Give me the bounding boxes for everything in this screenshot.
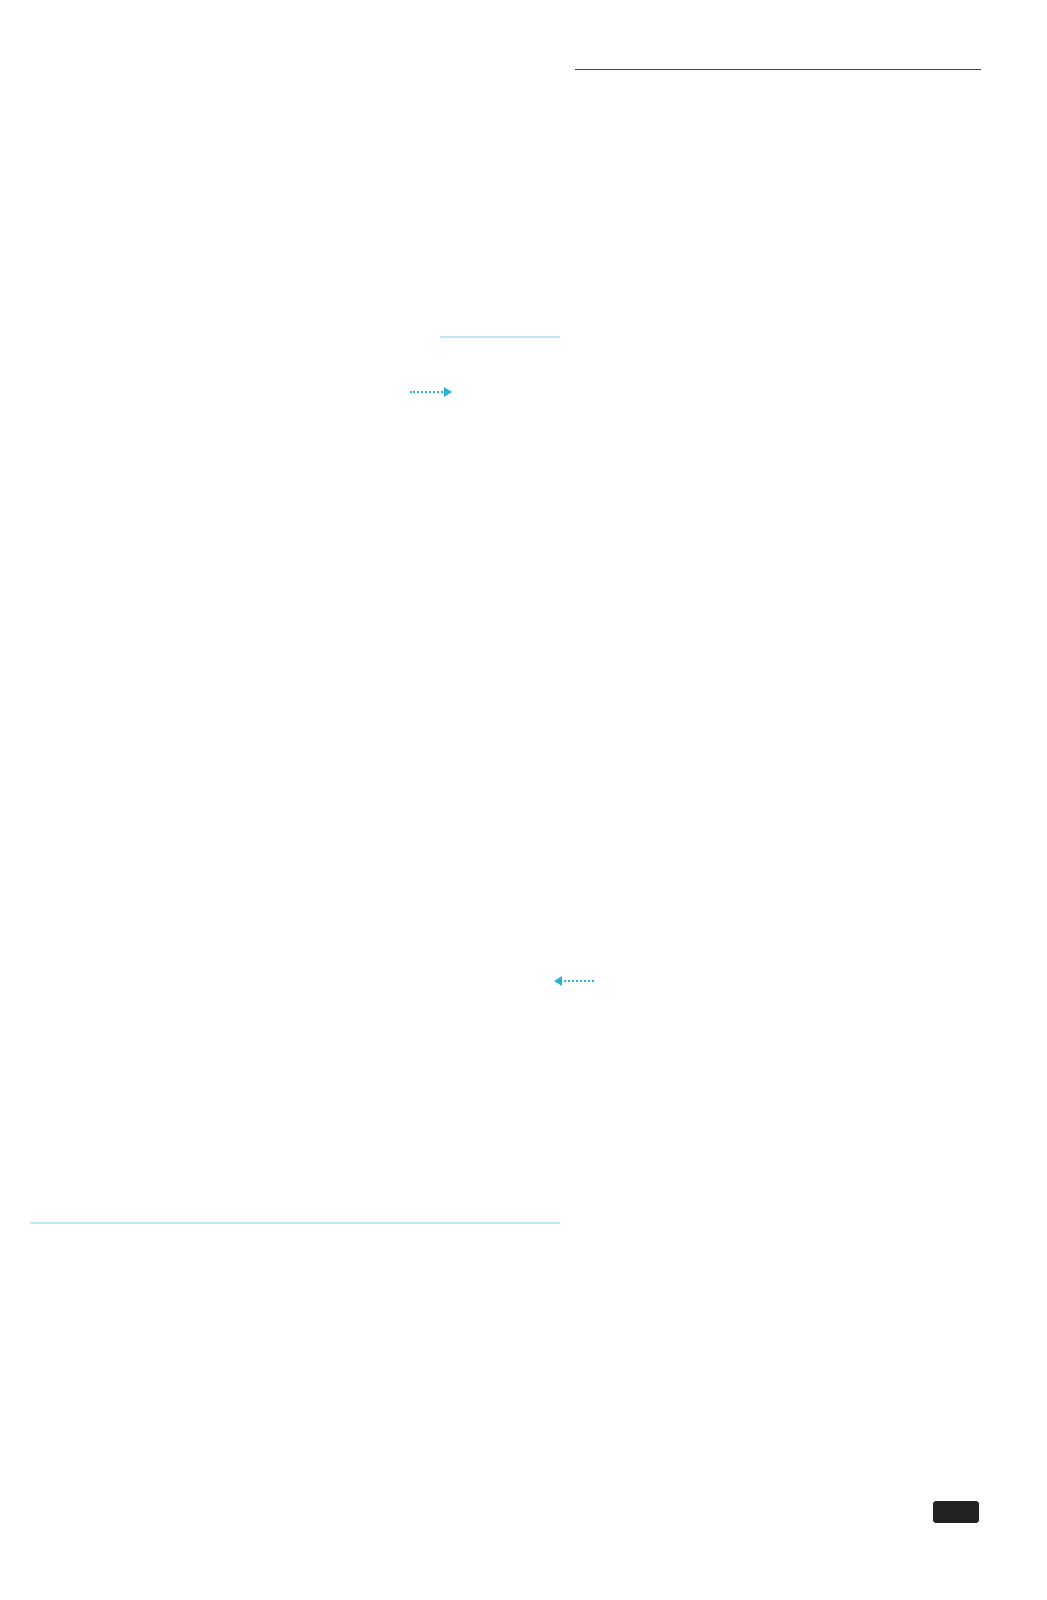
side-note-knowledge: [450, 378, 558, 388]
side-note-arrow-2: [556, 980, 594, 982]
page-number: [933, 1501, 979, 1523]
divider-rule: [30, 1222, 560, 1224]
header-rule: [575, 69, 981, 70]
divider-rule-top: [440, 336, 560, 338]
side-note-button: [450, 968, 558, 974]
side-note-arrow-1: [410, 391, 450, 393]
